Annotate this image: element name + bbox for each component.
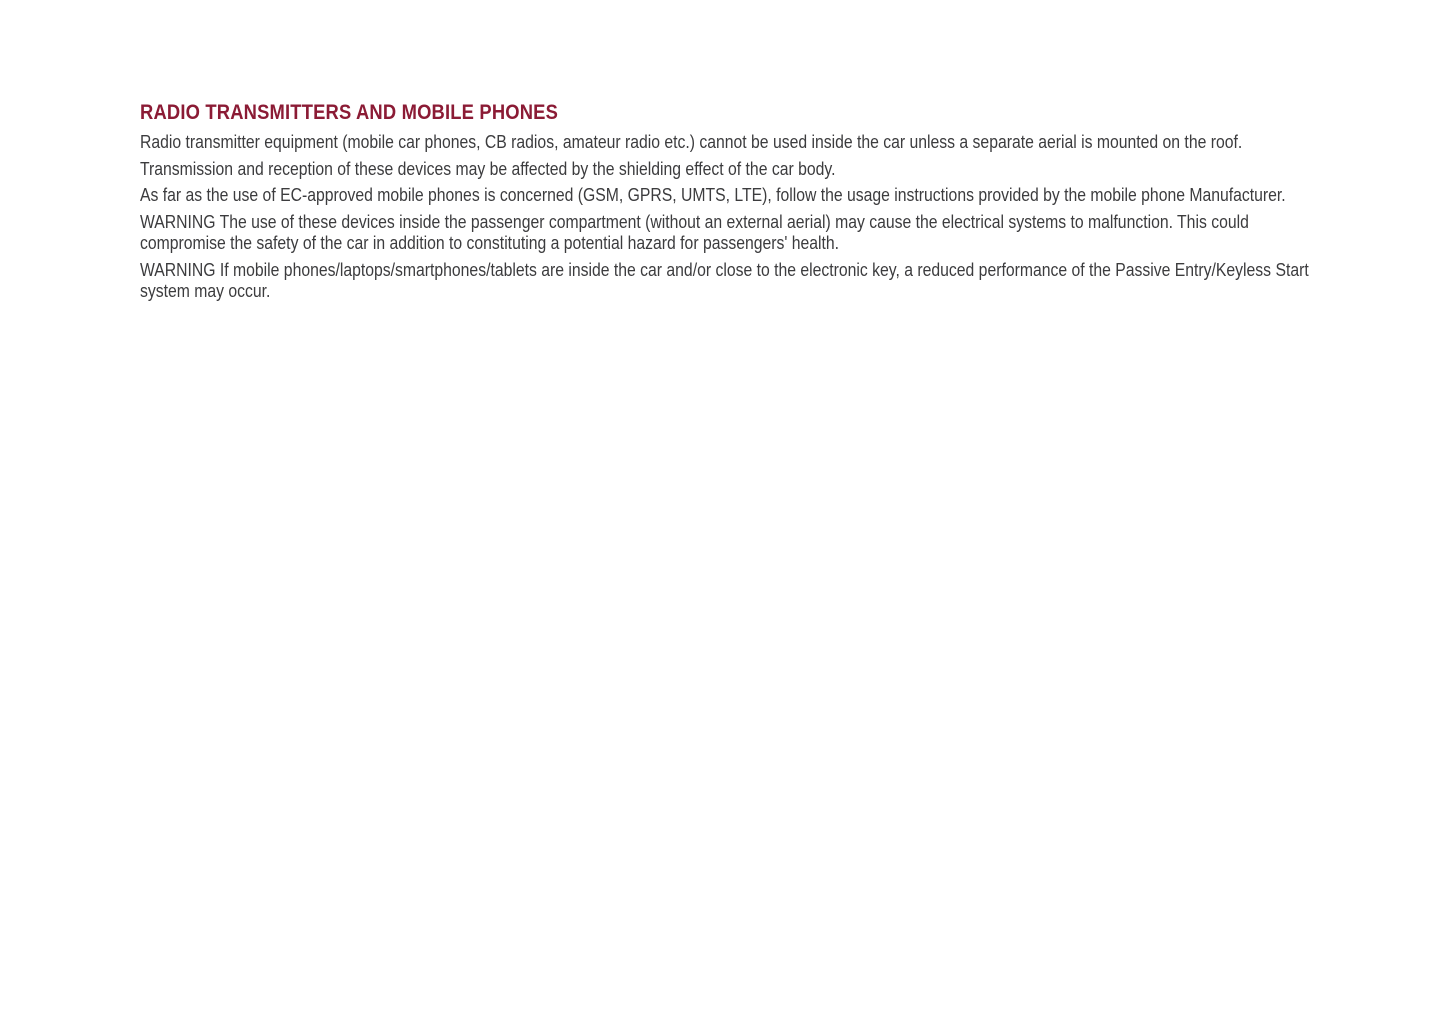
manual-page — [140, 100, 1334, 308]
paragraph-warning-keyless-start: WARNING If mobile phones/laptops/smartphones/tablets are inside the car and/or close to the electronic key, a reduced performance of the Passive Entry/Keyless Start system may occur. — [140, 259, 1309, 301]
section-title: RADIO TRANSMITTERS AND MOBILE PHONES — [140, 101, 559, 124]
paragraph-warning-electrical-systems: WARNING The use of these devices inside the passenger compartment (without an external aerial) may cause the electrical systems to malfunction. This could compromise the safety of the car in addition to constituting a potential hazard for passengers' health. — [140, 211, 1249, 253]
paragraph-ec-approved-phones: As far as the use of EC-approved mobile phones is concerned (GSM, GPRS, UMTS, LTE), follow the usage instructions provided by the mobile phone Manufacturer. — [140, 185, 1286, 205]
paragraph-transmission-reception: Transmission and reception of these devices may be affected by the shielding effect of the car body. — [140, 158, 836, 179]
paragraph-radio-transmitter-equipment: Radio transmitter equipment (mobile car phones, CB radios, amateur radio etc.) cannot be used inside the car unless a separate aerial is mounted on the roof. — [140, 132, 1243, 152]
